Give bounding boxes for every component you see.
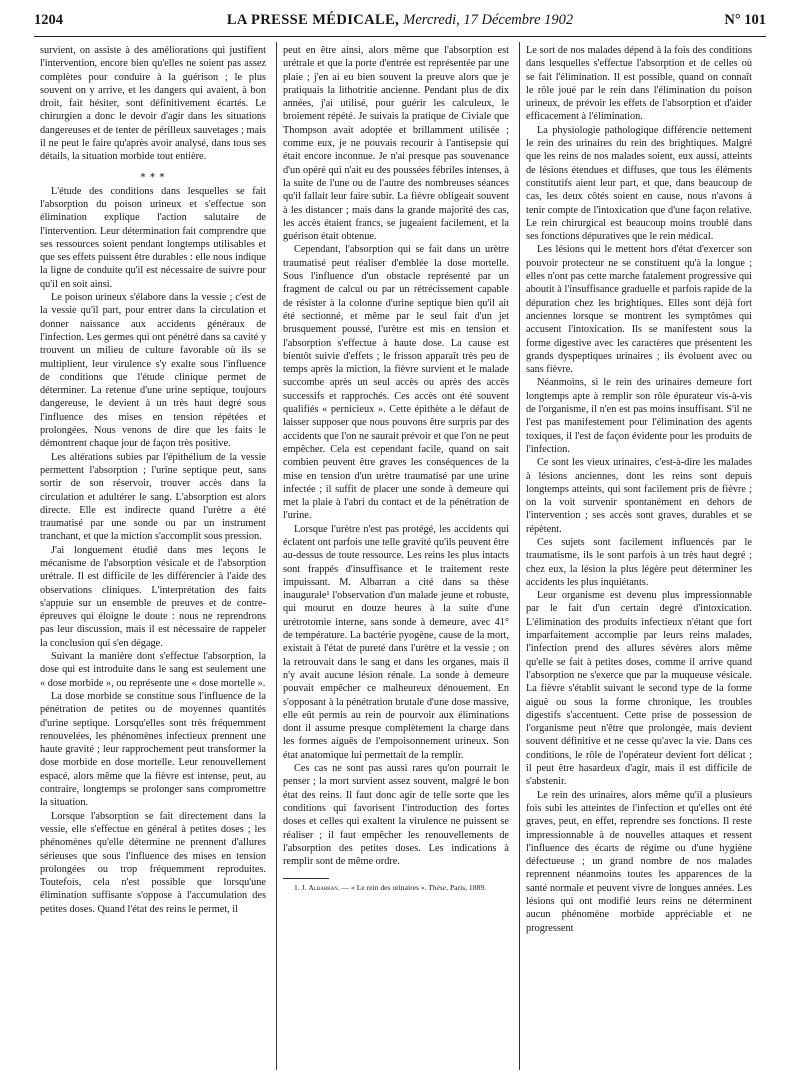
paragraph: L'étude des conditions dans lesquelles se fait l'absorption du poison urineux et s'effectue son élimination explique l'action salutaire de l'intervention. Leur détermination fait comprendre que ses ressources soient pendant longtemps utilisables et que ses effets puissent être durables : elle nous indique la ligne de conduite qu'il est nécessaire de suivre pour qu'il en soit ainsi. xyxy=(40,185,266,290)
footnote-rule xyxy=(283,878,329,879)
column-divider-2 xyxy=(519,42,520,1070)
paragraph: Suivant la manière dont s'effectue l'absorption, la dose qui est introduite dans le sang est seulement une « dose morbide », ou représente une « dose mortelle ». xyxy=(40,651,266,689)
column-3 xyxy=(526,44,752,1074)
publication-name: LA PRESSE MÉDICALE, xyxy=(226,12,400,28)
footnote-work: Thèse, xyxy=(428,883,449,893)
paragraph: Les altérations subies par l'épithélium de la vessie permettent l'absorption ; l'urine septique peut, sans sortir de son réservoir, trouver accès dans la circulation et adultérer le sang. L'absorption est alors directe. Elle est indirecte quand l'urètre a été traumatisé par une sonde ou par un instrument tranchant, et que la miction s'accomplit sous pression. xyxy=(40,451,266,543)
paragraph: J'ai longuement étudié dans mes leçons le mécanisme de l'absorption vésicale et de l'absorption urétrale. Il est difficile de les différencier à l'aide des observations cliniques. L'interprétation des faits s'appuie sur un ensemble de preuves et de contre-épreuves qui éloigne le doute : nous ne reprendrons pas leur discussion, mais il est nécessaire de rappeler la conclusion qui s'en dégage. xyxy=(40,544,266,649)
paragraph: Le rein des urinaires, alors même qu'il a plusieurs fois subi les atteintes de l'infection et qu'elles ont été graves, peut, en effet, reprendre ses fonctions. Il reste impressionnable à de nouvelles attaques et ressent l'influence des écarts de régime ou d'une hygiène défectueuse ; un grand nombre de nos malades reprennent néanmoins toutes les apparences de la santé normale et peuvent vivre de longues années. Les lésions qui ont modifié leurs reins ne déterminent aucun phénomène morbide appréciable et ne progressent xyxy=(526,789,752,934)
paragraph: peut en être ainsi, alors même que l'absorption est urétrale et que la porte d'entrée est représentée par une plaie ; j'en ai eu bien souvent la preuve alors que je pratiquais la lithotritie ancienne. Pendant plus de dix années, j'ai utilisé, pour guérir les calculeux, le broiement répété. Je suivais la pratique de Civiale que Thompson avait adoptée et brillamment utilisée ; comme eux, je ne pouvais recourir à l'antisepsie qui était encore inconnue. Je n'ai presque pas souvenance d'un opéré qui n'ait eu des poussées fébriles intenses, à la suite de l'une ou de l'autre des nombreuses séances qu'il fallait leur faire subir. La fièvre obligeait souvent à les distancer ; mais dans la grande majorité des cas, les accès étaient francs, se jugeaient facilement, et la guérison était obtenue. xyxy=(283,45,509,243)
section-separator: ⁎ ⁎ ⁎ xyxy=(140,168,166,180)
footnote-title: — « Le rein des urinaires ». xyxy=(339,883,429,893)
footnote-author: Albarran. xyxy=(308,883,340,893)
page-header xyxy=(34,12,766,34)
paragraph: survient, on assiste à des améliorations qui justifient l'intervention, encore bien qu'elles ne soient pas assez complètes pour conduire à la guérison ; le plus souvent on y arrive, et les dangers qui avaient, à bon droit, fait hésiter, sont définitivement écartés. Le chirurgien a donc le devoir d'agir dans les situations dangereuses et de tenter de périlleux sauvetages ; mais il ne peut le faire qu'après avoir analysé, dans tous ses détails, la situation morbide tout entière. xyxy=(40,45,266,163)
paragraph: Le poison urineux s'élabore dans la vessie ; c'est de la vessie qu'il part, pour entrer dans la circulation et donner naissance aux accidents généraux de l'infection. Les germes qui ont pénétré dans sa cavité y trouvent un milieu de culture favorable où ils se multiplient, leur virulence s'y exalte sous l'influence de conditions que l'étude clinique permet de déterminer. La retenue d'une urine septique, toujours dangereuse, le devient à un très haut degré sous l'influence des mises en tension répétées et prolongées. Nous venons de dire que les faits le démontrent chaque jour de façon très positive. xyxy=(40,292,266,450)
paragraph: La physiologie pathologique différencie nettement le rein des urinaires du rein des brightiques. Malgré que les reins de nos malades soient, eux aussi, atteints de lésions étendues et diffuses, que tous les éléments constitutifs aient leur part, et que, dans beaucoup de cas, les deux côtés soient en cause, nous n'avons à tenir compte de l'intoxication que d'une façon relative. Le rein chirurgical est beaucoup moins troublé dans ses fonctions dépuratives que le rein médical. xyxy=(526,124,752,243)
header-rule xyxy=(34,36,766,37)
column-2 xyxy=(283,44,509,1074)
paragraph: Ce sont les vieux urinaires, c'est-à-dire les malades à lésions anciennes, dont les reins sont depuis longtemps atteints, qui sont facilement pris de fièvre ; on la voit survenir spontanément en dehors de l'intervention ; ses accès sont graves, durables et se répètent. xyxy=(526,457,752,535)
footnote-marker: 1. J. xyxy=(294,883,307,893)
issue-number: N° 101 xyxy=(724,12,766,28)
page-number: 1204 xyxy=(34,12,63,28)
column-1 xyxy=(40,44,266,1074)
column-divider-1 xyxy=(276,42,277,1070)
paragraph: Leur organisme est devenu plus impressionnable par le fait d'un certain degré d'intoxication. L'élimination des produits infectieux n'étant que fort imparfaitement accomplie par leurs reins malades, l'infection prend des allures sévères alors même qu'elle se fait à petites doses, comme il arrive quand l'absorption ne s'exerce que par la muqueuse vésicale. La fièvre s'établit suivant le second type de la forme aiguë ou sous la forme chronique, les troubles digestifs s'accentuent. Cette prise de possession de l'organisme peut n'être que prolongée, mais devient souvent définitive et ne cesse qu'avec la vie. Dans ces conditions, le rôle de l'opérateur devient fort délicat ; il peut être hasardeux d'agir, mais il est difficile de s'abstenir. xyxy=(526,590,752,788)
footnote-place: Paris, 1889. xyxy=(448,883,487,893)
paragraph: Ces sujets sont facilement influencés par le traumatisme, ils le sont parfois à un très haut degré ; chez eux, la lésion la plus légère peut déterminer les accidents les plus inquiétants. xyxy=(526,536,752,588)
paragraph: Lorsque l'urètre n'est pas protégé, les accidents qui éclatent ont parfois une telle gravité qu'ils peuvent être au-dessus de toute ressource. Les reins les plus intacts sont frappés d'insuffisance et le traitement reste impuissant. M. Albarran a cité dans sa thèse inaugurale¹ l'observation d'un malade jeune et robuste, qui mourut en douze heures à la suite d'une urétrotomie interne, sans sonde à demeure, avec 41° de température. La bactérie pyogène, cause de la mort, existait à l'état de pureté dans l'urètre et la vessie ; on la retrouvait dans le sang et dans les organes, mais il n'y avait aucune lésion rénale. La sonde à demeure pouvait empêcher ce malheureux dénouement. En s'opposant à la pénétration brutale d'une dose massive, elle eût permis au rein de pourvoir aux éliminations dont il assume presque complètement la charge dans les formes aiguës de l'empoisonnement urineux. Son état anatomique lui permettait de la remplir. xyxy=(283,523,509,761)
paragraph: Ces cas ne sont pas aussi rares qu'on pourrait le penser ; la mort survient assez souvent, malgré le bon état des reins. Il faut donc agir de telle sorte que les conditions qui favorisent l'introduction des fortes doses et celles qui exaltent la virulence ne puissent se réaliser ; il faut empêcher les renouvellements de l'absorption des petites doses. Les indications à remplir sont de même ordre. xyxy=(283,763,509,868)
paragraph: Le sort de nos malades dépend à la fois des conditions dans lesquelles s'effectue l'absorption et de celles où se fait l'élimination. Il est possible, quand on connaît le rôle joué par le rein dans l'élimination du poison urineux, de prévoir les effets de l'absorption et d'aider efficacement à l'élimination. xyxy=(526,45,752,123)
footnote xyxy=(283,883,509,893)
issue-date: Mercredi, 17 Décembre 1902 xyxy=(403,12,574,28)
paragraph: Néanmoins, si le rein des urinaires demeure fort longtemps apte à remplir son rôle épurateur vis-à-vis de l'organisme, il n'en est pas moins insuffisant. S'il ne l'est pas manifestement pour l'élimination des agents toxiques, il l'est de façon évidente pour les produits de l'infection. xyxy=(526,377,752,455)
paragraph: Lorsque l'absorption se fait directement dans la vessie, elle s'effectue en général à petites doses ; les phénomènes qu'elle détermine ne prennent d'allures sérieuses que sous l'influence des mises en tension prolongées ou trop fréquemment reproduites. Toutefois, cela n'est possible que lorsqu'une élimination suffisante s'oppose à l'accumulation des petites doses. Quand l'état des reins le permet, il xyxy=(40,810,266,915)
paragraph: La dose morbide se constitue sous l'influence de la pénétration de petites ou de moyennes quantités d'urine septique. Lorsqu'elles sont très fréquemment renouvelées, les phénomènes infectieux prennent une haute gravité ; leur rapprochement peut transformer la dose morbide en dose mortelle. Leur renouvellement espacé, alors même que la fièvre est intense, peut, au contraire, longtemps se prolonger sans compromettre la situation. xyxy=(40,690,266,809)
running-title xyxy=(34,12,766,29)
paragraph: Les lésions qui le mettent hors d'état d'exercer son pouvoir protecteur ne se constituent qu'à la longue ; elles n'ont pas cette marche fatalement progressive qui aboutit à l'insuffisance graduelle et parfois rapide de la dépuration chez les brightiques. Elles sont déjà fort anciennes lorsque se montrent les symptômes qui accusent l'intoxication. Ils se manifestent sous la forme digestive avec les caractères que présentent les grands dyspeptiques urinaires ; ils évoluent avec ou sans fièvre. xyxy=(526,244,752,376)
paragraph: Cependant, l'absorption qui se fait dans un urètre traumatisé peut réaliser d'emblée la dose mortelle. Sous l'influence d'un obstacle représenté par un fragment de calcul ou par un rétrécissement capable de résister à la colonne d'urine septique bien qu'il ait été sectionné, et même par le seul fait d'un jet brusquement poussé, l'urètre est mis en tension et l'absorption s'effectue à haute dose. La cause est bientôt suivie d'effets ; le frisson apparaît très peu de temps après la miction, la fièvre survient et le malade succombe après un seul accès ou après des accès successifs et rapprochés. Ces accès ont été souvent qualifiés « pernicieux ». Cette épithète a le défaut de laisser supposer que nous pouvons être surpris par des accidents que l'on ne saurait prévoir et que l'on ne peut empêcher. Cela est cependant facile, quand on sait combien peuvent être graves les conséquences de la mise en tension d'un urètre traumatisé par une urine infectée ; il suffit de placer une sonde à demeure qui met la plaie à l'abri du contact et de la pénétration de l'urine. xyxy=(283,244,509,522)
